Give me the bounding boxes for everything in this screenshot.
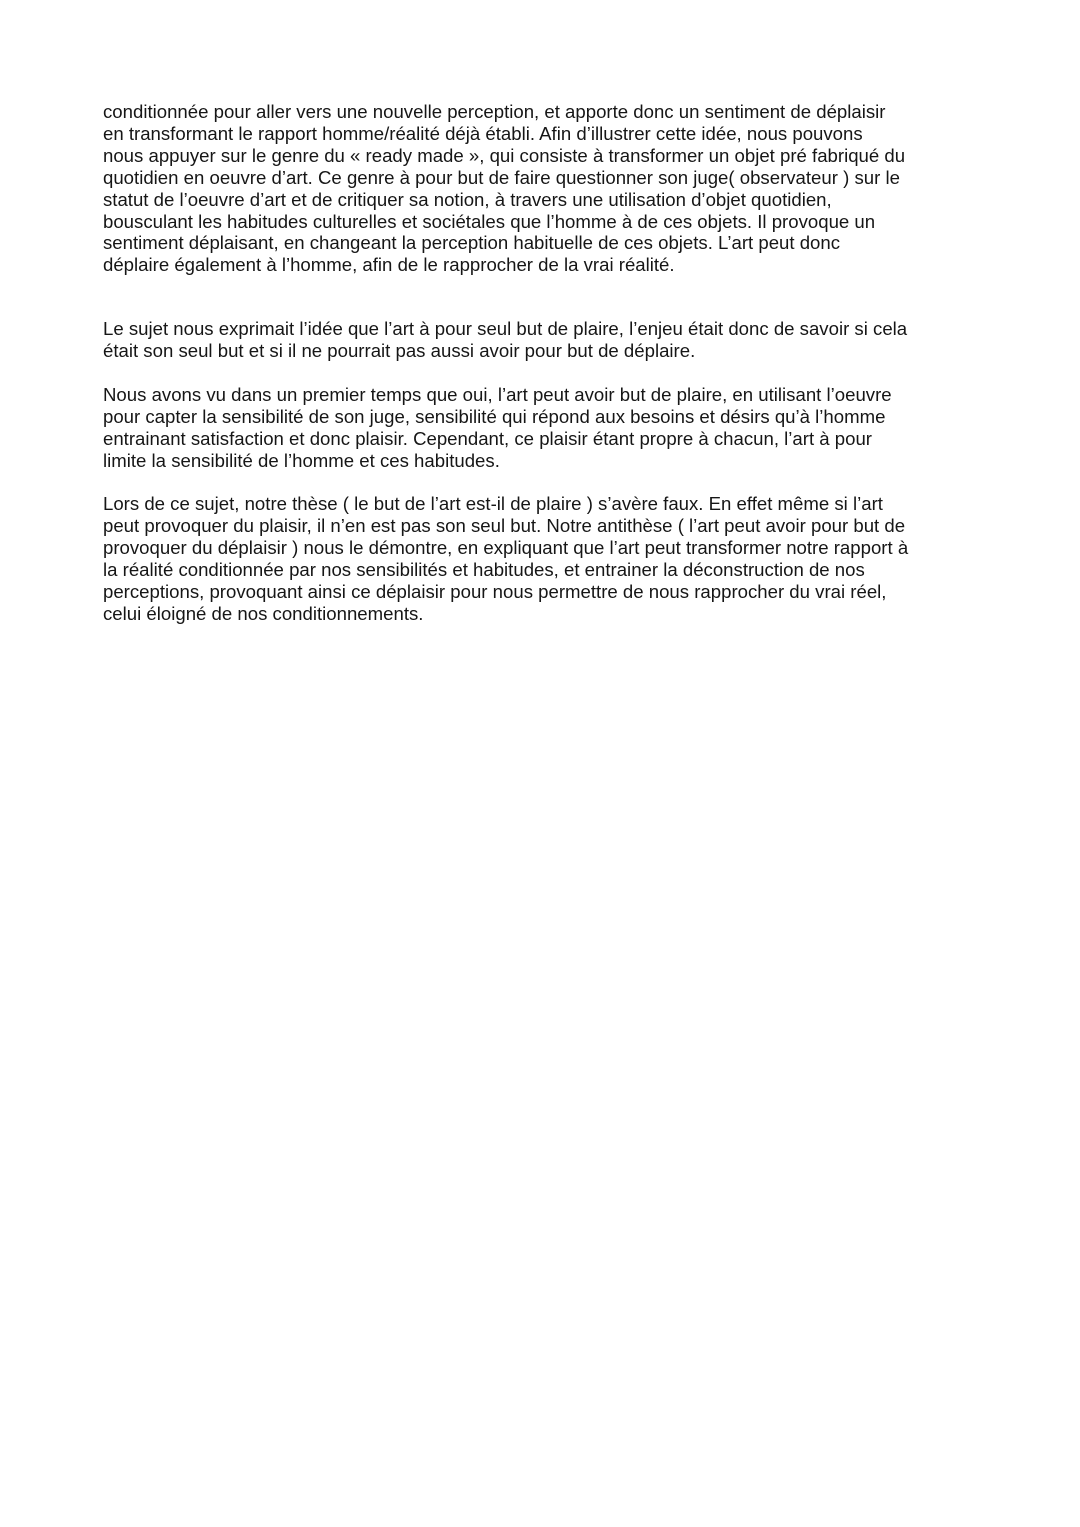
text-line: perceptions, provoquant ainsi ce déplaisir pour nous permettre de nous rapprocher du vrai réel, (103, 580, 887, 602)
text-line: en transformant le rapport homme/réalité déjà établi. Afin d’illustrer cette idée, nous pouvons (103, 122, 863, 144)
text-line: nous appuyer sur le genre du « ready made », qui consiste à transformer un objet pré fabriqué du (103, 144, 906, 166)
text-line: peut provoquer du plaisir, il n’en est pas son seul but. Notre antithèse ( l’art peut avoir pour but de (103, 514, 906, 536)
text-line: limite la sensibilité de l’homme et ces habitudes. (103, 449, 500, 471)
text-line: était son seul but et si il ne pourrait pas aussi avoir pour but de déplaire. (103, 339, 696, 361)
text-line: provoquer du déplaisir ) nous le démontre, en expliquant que l’art peut transformer notre rapport à (103, 536, 909, 558)
text-line: conditionnée pour aller vers une nouvelle perception, et apporte donc un sentiment de déplaisir (103, 101, 886, 122)
text-line: Lors de ce sujet, notre thèse ( le but de l’art est-il de plaire ) s’avère faux. En effet même si l’art (103, 493, 883, 514)
text-line: entrainant satisfaction et donc plaisir. Cependant, ce plaisir étant propre à chacun, l’art à pour (103, 427, 872, 449)
text-line: celui éloigné de nos conditionnements. (103, 602, 424, 624)
text-line: pour capter la sensibilité de son juge, sensibilité qui répond aux besoins et désirs qu’à l’homme (103, 405, 886, 427)
paragraph-conclusion-summary (103, 384, 993, 472)
paragraph-argument-continuation (103, 101, 993, 276)
paragraph-conclusion-intro (103, 318, 993, 362)
text-line: Le sujet nous exprimait l’idée que l’art à pour seul but de plaire, l’enjeu était donc de savoir si cela (103, 318, 908, 339)
text-line: la réalité conditionnée par nos sensibilités et habitudes, et entrainer la déconstruction de nos (103, 558, 865, 580)
text-line: bousculant les habitudes culturelles et sociétales que l’homme à de ces objets. Il provoque un (103, 210, 876, 232)
paragraph-conclusion-final (103, 493, 993, 624)
text-line: déplaire également à l’homme, afin de le rapprocher de la vrai réalité. (103, 254, 675, 276)
text-line: statut de l’oeuvre d’art et de critiquer sa notion, à travers une utilisation d’objet quotidien, (103, 188, 832, 210)
text-line: Nous avons vu dans un premier temps que oui, l’art peut avoir but de plaire, en utilisant l’oeuvre (103, 384, 892, 405)
text-line: sentiment déplaisant, en changeant la perception habituelle de ces objets. L’art peut donc (103, 232, 841, 254)
text-line: quotidien en oeuvre d’art. Ce genre à pour but de faire questionner son juge( observateur ) sur le (103, 166, 900, 188)
